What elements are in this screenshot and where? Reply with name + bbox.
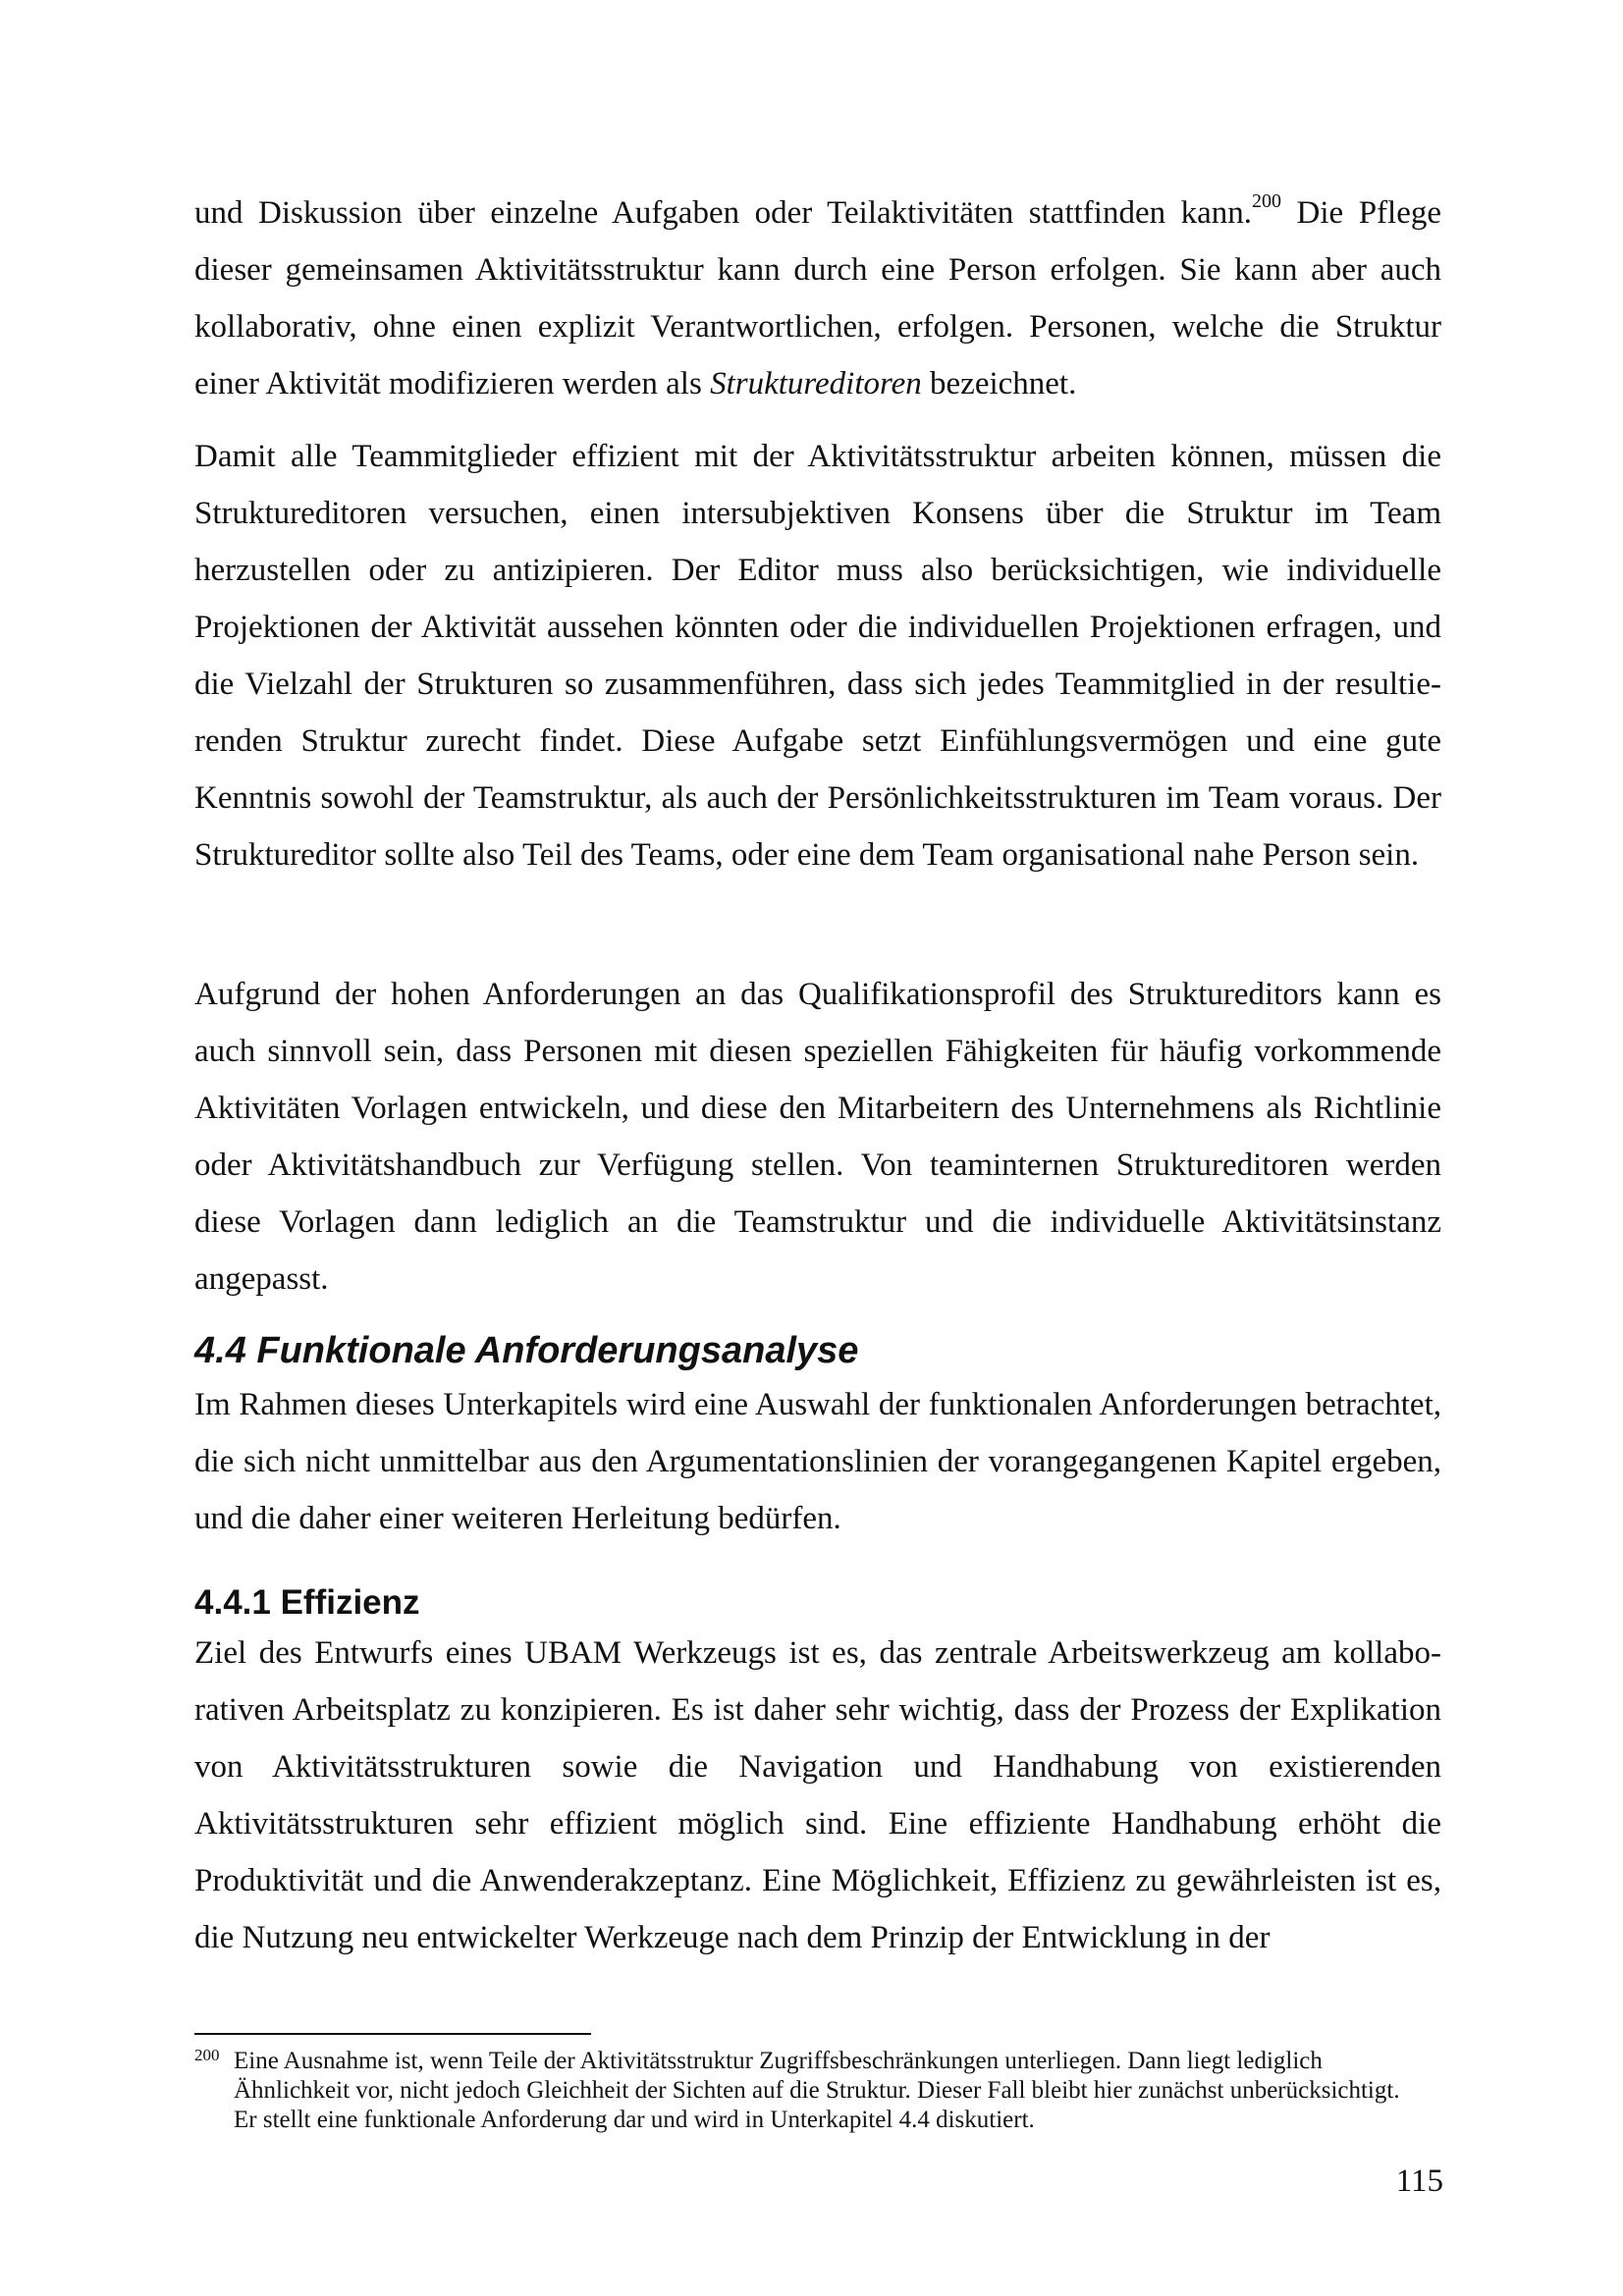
section-heading-4-4: 4.4 Funktionale Anforderungsanalyse (194, 1330, 859, 1371)
section-heading-4-4-1: 4.4.1 Effizienz (194, 1583, 420, 1622)
paragraph-team-consensus: Damit alle Teammitglieder effizient mit der Aktivitätsstruktur arbeiten können, müssen die Struktureditoren versuchen, einen intersubjektiven Konsens über die Struktur im Team herzustellen oder zu antizipieren. Der Editor muss also berücksichtigen, wie individuelle Projektionen der Aktivität aussehen könnten oder die individuellen Projektionen erfragen, und die Vielzahl der Strukturen so zusammenführen, dass sich jedes Teammitglied in der resultierenden Struktur zurecht findet. Diese Aufgabe setzt Einfühlungsvermögen und eine gute Kenntnis sowohl der Teamstruktur, als auch der Persönlichkeitsstrukturen im Team voraus. Der Struktureditor sollte also Teil des Teams, oder eine dem Team organisational nahe Person sein. (194, 439, 1441, 873)
paragraph-1-text-b: Die Pflege dieser gemeinsamen Aktivitätsstruktur kann durch eine Person erfolgen. Sie kann aber auch kollaborativ, ohne einen explizit Verantwortlichen, erfolgen. Personen, welche die Struktur einer Aktivität modifizieren werden als (194, 195, 1441, 401)
page-number: 115 (1395, 2163, 1443, 2199)
footnote-reference-200[interactable]: 200 (1252, 190, 1282, 212)
footnote-200 (194, 2047, 1422, 2135)
footnote-divider (194, 2033, 591, 2035)
paragraph-1-text-a: und Diskussion über einzelne Aufgaben oder Teilaktivitäten stattfinden kann. (194, 195, 1253, 231)
paragraph-1-text-c: bezeichnet. (921, 366, 1077, 401)
footnote-text: Eine Ausnahme ist, wenn Teile der Aktivitätsstruktur Zugriffsbeschränkungen unterliegen. Dann liegt lediglich Ähnlichkeit vor, nicht jedoch Gleichheit der Sichten auf die Struktur. Dieser Fall bleibt hier zunächst unberücksichtigt. Er stellt eine funktionale Anforderung dar und wird in Unterkapitel 4.4 diskutiert. (234, 2048, 1400, 2133)
paragraph-structure-editors (194, 185, 1441, 412)
paragraph-section-4-4: Im Rahmen dieses Unterkapitels wird eine Auswahl der funktionalen Anforderungen betrachtet, die sich nicht unmittelbar aus den Argumentationslinien der vorangegangenen Kapitel ergeben, und die daher einer weiteren Herleitung bedürfen. (194, 1387, 1441, 1536)
paragraph-templates: Aufgrund der hohen Anforderungen an das Qualifikationsprofil des Struktureditors kann es auch sinnvoll sein, dass Personen mit diesen speziellen Fähigkeiten für häufig vorkommende Aktivitäten Vorlagen entwickeln, und diese den Mitarbeitern des Unternehmens als Richtlinie oder Aktivitätshandbuch zur Verfügung stellen. Von teaminternen Struktureditoren werden diese Vorlagen dann lediglich an die Teamstruktur und die individuelle Aktivitätsinstanz angepasst. (194, 977, 1441, 1297)
footnote-number: 200 (194, 2046, 220, 2064)
emphasis-struktureditoren: Struktureditoren (710, 366, 922, 401)
paragraph-efficiency: Ziel des Entwurfs eines UBAM Werkzeugs ist es, das zentrale Arbeitswerkzeug am kollaborativen Arbeitsplatz zu konzipieren. Es ist daher sehr wichtig, dass der Prozess der Explikation von Aktivitätsstrukturen sowie die Navigation und Handhabung von existierenden Aktivitätsstrukturen sehr effizient möglich sind. Eine effiziente Handhabung erhöht die Produktivität und die Anwenderakzeptanz. Eine Möglichkeit, Effizienz zu gewährleisten ist es, die Nutzung neu entwickelter Werkzeuge nach dem Prinzip der Entwicklung in der (194, 1635, 1441, 1955)
